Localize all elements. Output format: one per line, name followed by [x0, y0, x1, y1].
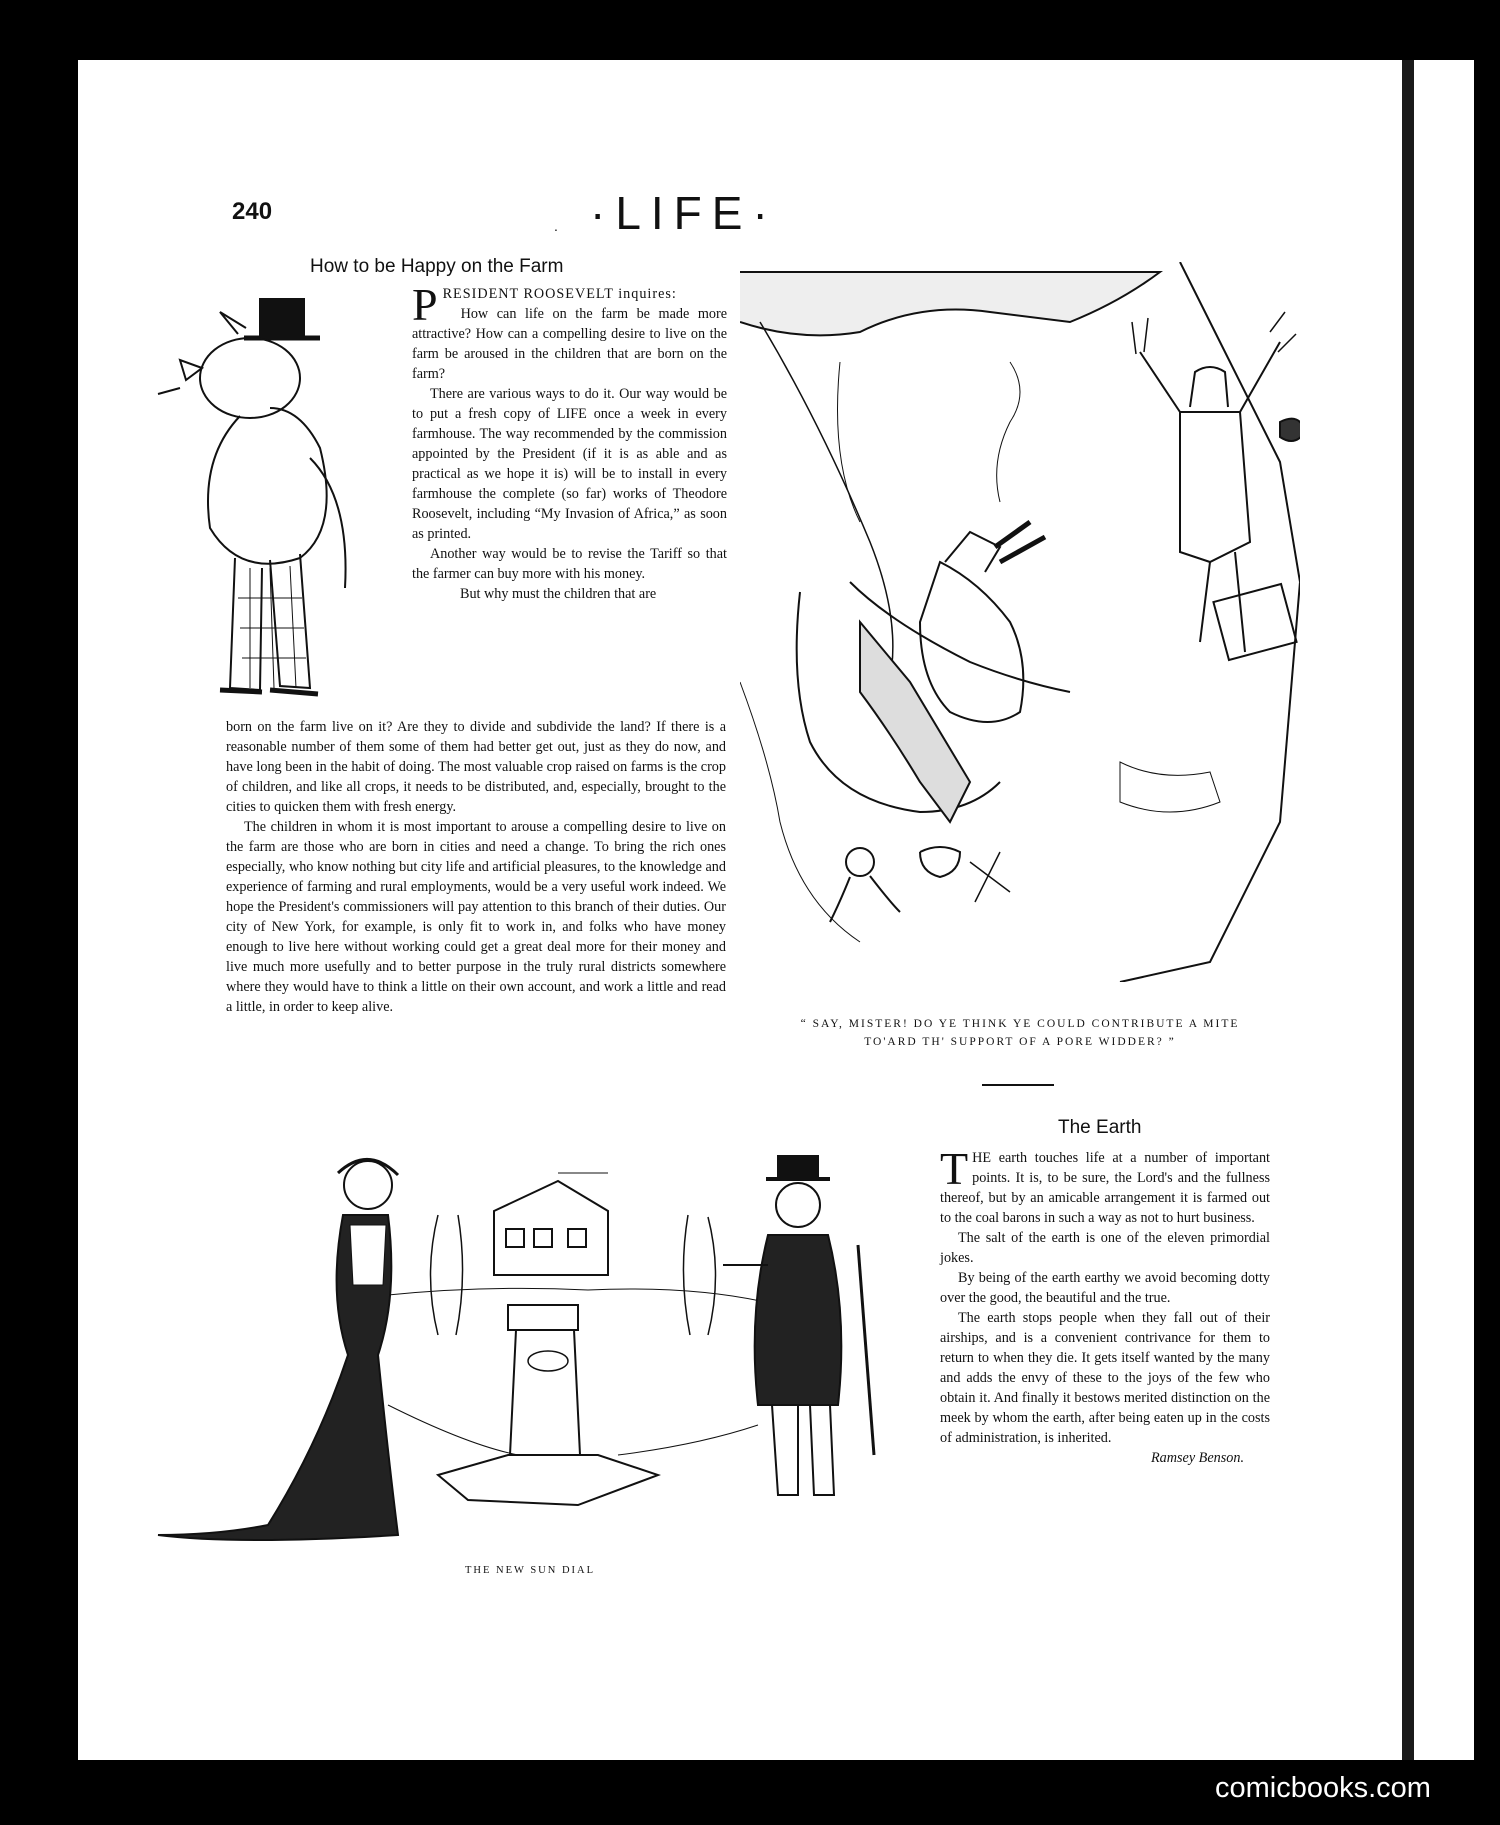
article2-column — [940, 1143, 1270, 1468]
article1-paragraph-3: Another way would be to revise the Tariff so that the farmer can buy more with his money. — [412, 546, 727, 582]
article1-paragraph-5: The children in whom it is most important to arouse a compelling desire to live on the farm are those who are born in cities and need a change. To bring the rich ones especially, who know nothing but city life and artificial pleasures, to the knowledge and experience of farming and rural employments, would be a very useful work indeed. We hope the President's commissioners will pay attention to this branch of their duties. Our city of New York, for example, is only fit to work in, and folks who have money enough to live here without working could get a great deal more for their money and live much more usefully and to better purpose in the truly rural districts somewhere where they would have to think a little on their own account, and work a little and read a little, in order to keep alive. — [226, 819, 726, 1015]
page-number: 240 — [232, 198, 273, 225]
masthead-title — [554, 186, 778, 240]
pig-illustration — [150, 298, 390, 718]
new-sun-dial-icon — [138, 1155, 898, 1555]
article1-paragraph-4a: But why must the children that are — [460, 586, 657, 602]
page-gutter — [1402, 60, 1414, 1760]
article1-paragraph-4b: born on the farm live on it? Are they to divide and subdivide the land? If there is a reasonable number of them some of them had better get out, just as they do now, and have long been in the habit of doing. The most valuable crop raised on farms is the crop of children, and like all crops, it needs to be distributed, and, especially, brought to the cities to quicken them with fresh energy. — [226, 719, 726, 815]
widow-cartoon — [740, 262, 1300, 982]
masthead-dot: . — [554, 218, 568, 234]
article2-author: Ramsey Benson. — [1151, 1450, 1244, 1466]
masthead-text: ·LIFE· — [590, 187, 778, 239]
pig-in-top-hat-icon — [150, 298, 390, 718]
cartoon1-caption — [740, 1018, 1300, 1048]
article1-column-wide — [226, 717, 726, 1017]
sundial-cartoon — [138, 1155, 898, 1555]
section-divider — [982, 1084, 1054, 1086]
cartoon2-caption: THE NEW SUN DIAL — [464, 1565, 596, 1576]
article-title-earth: The Earth — [1058, 1117, 1142, 1138]
site-watermark: comicbooks.com — [1215, 1772, 1431, 1804]
cartoon1-caption-line1: “ SAY, MISTER! DO YE THINK YE COULD CONTRIBUTE A MITE — [800, 1018, 1240, 1030]
adjacent-page-edge — [1414, 60, 1474, 1760]
article2-lead: HE earth touches life at a number of important points. It is, to be sure, the Lord's and the fullness thereof, but by an amicable arrangement it is farmed out to the coal barons in such a way as not to hurt business. — [940, 1150, 1270, 1226]
cartoon1-caption-line2: TO'ARD TH' SUPPORT OF A PORE WIDDER? ” — [864, 1036, 1176, 1048]
dropcap-p: P — [412, 279, 439, 330]
widow-with-revolvers-icon — [740, 262, 1300, 982]
article1-lead: RESIDENT ROOSEVELT inquires: — [442, 286, 677, 302]
article1-paragraph-2: There are various ways to do it. Our way would be to put a fresh copy of LIFE once a week in every farmhouse. The way recommended by the commission appointed by the President (if it is as able and as practical as we hope it is) will be to install in every farmhouse the complete (so far) works of Theodore Roosevelt, including “My Invasion of Africa,” as soon as printed. — [412, 386, 727, 542]
article2-paragraph-1: The salt of the earth is one of the eleven primordial jokes. — [940, 1230, 1270, 1266]
dropcap-t: T — [940, 1143, 969, 1194]
article1-paragraph-1: How can life on the farm be made more attractive? How can a compelling desire to live on the farm be aroused in the children that are born on the farm? — [412, 306, 727, 382]
article2-paragraph-3: The earth stops people when they fall out of their airships, and is a convenient contrivance for them to return to when they die. It gets itself wanted by the many and adds the envy of these to the joys of the few who obtain it. And finally it bestows merited distinction on the meek by whom the earth, after being eaten up in the costs of administration, is inherited. — [940, 1310, 1270, 1446]
article-title-farm: How to be Happy on the Farm — [310, 256, 564, 277]
article2-paragraph-2: By being of the earth earthy we avoid becoming dotty over the good, the beautiful and the true. — [940, 1270, 1270, 1306]
article1-column-narrow — [412, 279, 727, 604]
